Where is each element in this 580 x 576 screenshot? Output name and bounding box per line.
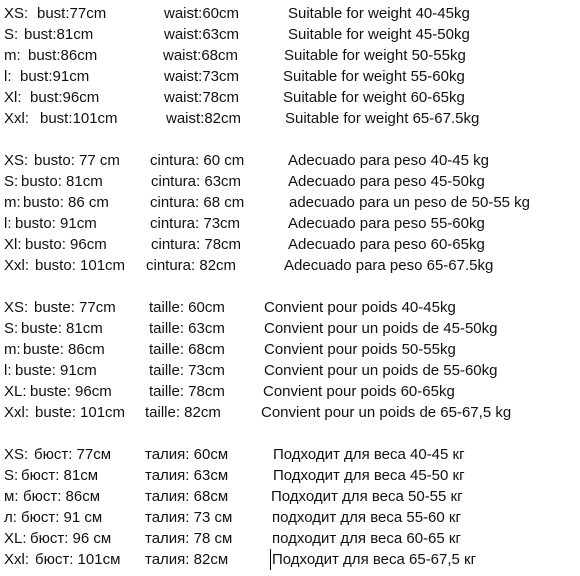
bust-measure: бюст: 96 см — [30, 530, 112, 547]
size-row-en-xxl — [0, 108, 580, 129]
weight-range: Suitable for weight 40-45kg — [288, 5, 470, 22]
waist-measure: cintura: 82cm — [146, 257, 237, 274]
waist-measure: талия: 73 см — [145, 509, 233, 526]
size-row-fr-l — [0, 360, 580, 381]
size-row-es-xl — [0, 234, 580, 255]
waist-measure: талия: 60см — [145, 446, 229, 463]
size-label: XL: — [4, 530, 27, 547]
size-label: XL: — [4, 383, 27, 400]
size-label: Xxl: — [4, 551, 30, 568]
bust-measure: бюст: 86см — [23, 488, 101, 505]
size-row-en-l — [0, 66, 580, 87]
bust-measure: busto: 101cm — [35, 257, 126, 274]
weight-range: Suitable for weight 65-67.5kg — [285, 110, 480, 127]
weight-range: Adecuado para peso 65-67.5kg — [284, 257, 494, 274]
bust-measure: buste: 101cm — [35, 404, 126, 421]
weight-range: Подходит для веса 65-67,5 кг — [272, 551, 477, 568]
size-row-ru-xs — [0, 444, 580, 465]
bust-measure: бюст: 91 см — [21, 509, 103, 526]
size-label: m: — [4, 194, 21, 211]
weight-range: Adecuado para peso 55-60kg — [288, 215, 485, 232]
size-label: XS: — [4, 299, 29, 316]
size-label: XS: — [4, 446, 29, 463]
text-cursor — [270, 549, 271, 570]
size-row-fr-xs — [0, 297, 580, 318]
weight-range: Suitable for weight 60-65kg — [283, 89, 465, 106]
bust-measure: bust:96cm — [30, 89, 100, 106]
waist-measure: талия: 63см — [145, 467, 229, 484]
size-label: S: — [4, 467, 19, 484]
size-row-ru-xl — [0, 528, 580, 549]
bust-measure: busto: 77 cm — [34, 152, 120, 169]
size-row-en-s — [0, 24, 580, 45]
weight-range: Подходит для веса 45-50 кг — [273, 467, 465, 484]
size-label: S: — [4, 26, 19, 43]
bust-measure: buste: 96cm — [30, 383, 112, 400]
size-label: л: — [4, 509, 17, 526]
size-label: S: — [4, 320, 19, 337]
size-row-fr-xxl — [0, 402, 580, 423]
weight-range: Подходит для веса 50-55 кг — [271, 488, 463, 505]
weight-range: Suitable for weight 45-50kg — [288, 26, 470, 43]
bust-measure: бюст: 101см — [35, 551, 121, 568]
waist-measure: cintura: 60 cm — [150, 152, 245, 169]
size-row-es-s — [0, 171, 580, 192]
size-row-es-l — [0, 213, 580, 234]
weight-range: Convient pour un poids de 65-67,5 kg — [261, 404, 512, 421]
weight-range: Convient pour poids 40-45kg — [264, 299, 456, 316]
waist-measure: waist:63cm — [164, 26, 240, 43]
bust-measure: buste: 91cm — [15, 362, 97, 379]
size-row-es-xxl — [0, 255, 580, 276]
bust-measure: busto: 91cm — [15, 215, 97, 232]
weight-range: Suitable for weight 50-55kg — [284, 47, 466, 64]
size-row-en-m — [0, 45, 580, 66]
size-row-ru-xxl — [0, 549, 580, 570]
waist-measure: taille: 60cm — [149, 299, 225, 316]
size-row-fr-xl — [0, 381, 580, 402]
waist-measure: cintura: 73cm — [150, 215, 241, 232]
bust-measure: bust:91cm — [20, 68, 90, 85]
waist-measure: waist:73cm — [164, 68, 240, 85]
size-label: XS: — [4, 5, 29, 22]
size-row-fr-m — [0, 339, 580, 360]
waist-measure: waist:60cm — [164, 5, 240, 22]
size-label: м: — [4, 488, 19, 505]
size-row-en-xl — [0, 87, 580, 108]
waist-measure: waist:78cm — [164, 89, 240, 106]
size-label: m: — [4, 47, 21, 64]
size-row-en-xs — [0, 3, 580, 24]
weight-range: Подходит для веса 40-45 кг — [273, 446, 465, 463]
weight-range: Convient pour un poids de 55-60kg — [264, 362, 498, 379]
waist-measure: талия: 78 см — [145, 530, 233, 547]
bust-measure: busto: 86 cm — [23, 194, 109, 211]
size-label: Xxl: — [4, 257, 30, 274]
size-label: Xl: — [4, 89, 22, 106]
size-row-es-m — [0, 192, 580, 213]
weight-range: Adecuado para peso 45-50kg — [288, 173, 485, 190]
bust-measure: бюст: 77см — [34, 446, 112, 463]
waist-measure: cintura: 78cm — [151, 236, 242, 253]
size-label: m: — [4, 341, 21, 358]
waist-measure: taille: 82cm — [145, 404, 221, 421]
waist-measure: taille: 63cm — [149, 320, 225, 337]
size-row-fr-s — [0, 318, 580, 339]
size-label: Xxl: — [4, 404, 30, 421]
size-row-ru-s — [0, 465, 580, 486]
size-row-ru-m — [0, 486, 580, 507]
weight-range: подходит для веса 55-60 кг — [272, 509, 461, 526]
waist-measure: taille: 68cm — [149, 341, 225, 358]
size-label: Xl: — [4, 236, 22, 253]
size-row-es-xs — [0, 150, 580, 171]
waist-measure: taille: 73cm — [149, 362, 225, 379]
size-label: S: — [4, 173, 19, 190]
waist-measure: waist:82cm — [166, 110, 242, 127]
weight-range: Adecuado para peso 40-45 kg — [288, 152, 489, 169]
weight-range: Convient pour poids 60-65kg — [263, 383, 455, 400]
size-label: XS: — [4, 152, 29, 169]
size-label: Xxl: — [4, 110, 30, 127]
waist-measure: taille: 78cm — [149, 383, 225, 400]
waist-measure: waist:68cm — [163, 47, 239, 64]
weight-range: подходит для веса 60-65 кг — [272, 530, 461, 547]
bust-measure: бюст: 81см — [21, 467, 99, 484]
weight-range: Convient pour poids 50-55kg — [264, 341, 456, 358]
weight-range: Convient pour un poids de 45-50kg — [264, 320, 498, 337]
waist-measure: cintura: 63cm — [151, 173, 242, 190]
waist-measure: талия: 68см — [145, 488, 229, 505]
weight-range: Suitable for weight 55-60kg — [283, 68, 465, 85]
bust-measure: bust:86cm — [28, 47, 98, 64]
bust-measure: buste: 86cm — [23, 341, 105, 358]
bust-measure: bust:77cm — [37, 5, 107, 22]
bust-measure: buste: 77cm — [34, 299, 116, 316]
bust-measure: bust:101cm — [40, 110, 118, 127]
bust-measure: buste: 81cm — [21, 320, 103, 337]
size-label: l: — [4, 215, 12, 232]
size-row-ru-l — [0, 507, 580, 528]
weight-range: Adecuado para peso 60-65kg — [288, 236, 485, 253]
bust-measure: bust:81cm — [24, 26, 94, 43]
bust-measure: busto: 96cm — [25, 236, 107, 253]
bust-measure: busto: 81cm — [21, 173, 103, 190]
weight-range: adecuado para un peso de 50-55 kg — [289, 194, 531, 211]
size-label: l: — [4, 68, 12, 85]
waist-measure: cintura: 68 cm — [150, 194, 245, 211]
size-label: l: — [4, 362, 12, 379]
waist-measure: талия: 82см — [145, 551, 229, 568]
